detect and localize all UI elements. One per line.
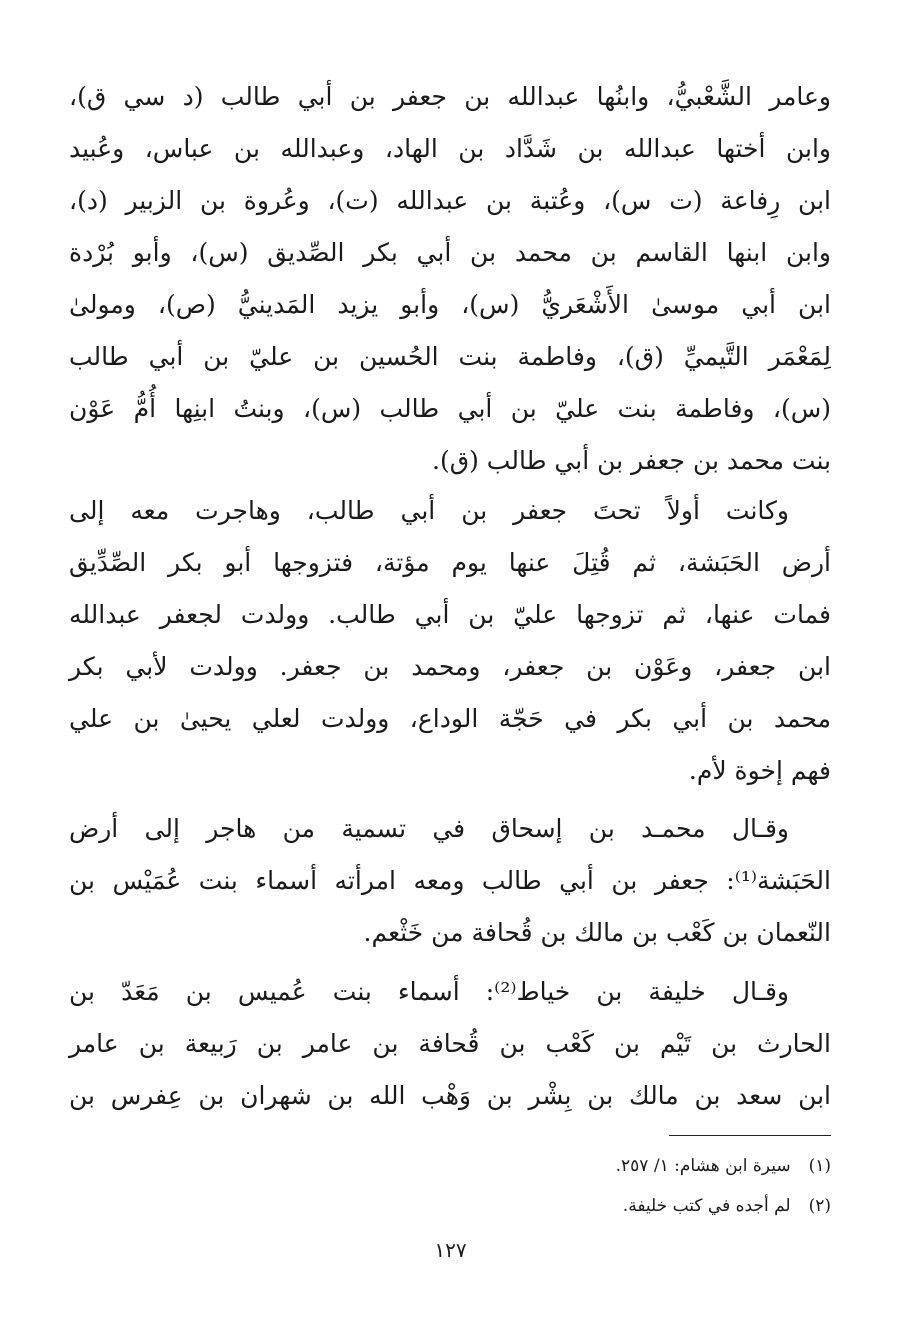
- footnote-divider: [669, 1135, 831, 1136]
- footnote-1: [69, 1153, 831, 1179]
- text-line: ابن سعد بن مالك بن بِشْر بن وَهْب الله بن شهران بن عِفرس بن: [69, 1081, 831, 1110]
- text-line: وابن أختها عبدالله بن شَدَّاد بن الهاد، وعبدالله بن عباس، وعُبيد: [69, 134, 831, 163]
- paragraph-4: [69, 966, 831, 1122]
- text-line: لِمَعْمَر التَّيميِّ (ق)، وفاطمة بنت الحُسين بن عليّ بن أبي طالب: [69, 342, 831, 371]
- footnote-number: (٢): [808, 1196, 831, 1216]
- text-line: بنت محمد بن جعفر بن أبي طالب (ق).: [432, 446, 831, 475]
- text-line: ابن أبي موسىٰ الأَشْعَريُّ (س)، وأبو يزيد المَدينيُّ (ص)، ومولىٰ: [69, 290, 831, 319]
- page-number: ١٢٧: [434, 1238, 467, 1262]
- text-line: وعامر الشَّعْبيُّ، وابنُها عبدالله بن جعفر بن أبي طالب (د سي ق)،: [69, 82, 831, 111]
- paragraph-1: [69, 71, 831, 487]
- text-line: فهم إخوة لأم.: [688, 756, 831, 785]
- text-line: ابن جعفر، وعَوْن بن جعفر، ومحمد بن جعفر. وولدت لأبي بكر: [69, 652, 831, 681]
- text-line: ابن رِفاعة (ت س)، وعُتبة بن عبدالله (ت)، وعُروة بن الزبير (د)،: [69, 186, 831, 215]
- text-line: أرض الحَبَشة، ثم قُتِلَ عنها يوم مؤتة، فتزوجها أبو بكر الصِّدِّيق: [69, 548, 831, 577]
- footnote-number: (١): [808, 1156, 831, 1176]
- text-line: (س)، وفاطمة بنت عليّ بن أبي طالب (س)، وبنتُ ابنِها أُمُّ عَوْن: [69, 394, 831, 423]
- text-line: وابن ابنها القاسم بن محمد بن أبي بكر الصِّديق (س)، وأبو بُرْدة: [69, 238, 831, 267]
- paragraph-3: [69, 803, 831, 959]
- footnote-text: لم أجده في كتب خليفة.: [622, 1196, 791, 1216]
- text-line: الحَبَشة⁽¹⁾: جعفر بن أبي طالب ومعه امرأته أسماء بنت عُمَيْس بن: [69, 866, 831, 895]
- text-line: النّعمان بن كَعْب بن مالك بن قُحافة من خَثْعم.: [363, 918, 831, 947]
- text-line: فمات عنها، ثم تزوجها عليّ بن أبي طالب. وولدت لجعفر عبدالله: [69, 600, 831, 629]
- text-line: وكانت أولاً تحتَ جعفر بن أبي طالب، وهاجرت معه إلى: [69, 496, 789, 525]
- text-line: وقـال خليفة بن خياط⁽²⁾: أسماء بنت عُميس بن مَعَدّ بن: [69, 977, 789, 1006]
- text-line: محمد بن أبي بكر في حَجّة الوداع، وولدت لعلي يحيىٰ بن علي: [69, 704, 831, 733]
- text-line: الحارث بن تَيْم بن كَعْب بن قُحافة بن عامر بن رَبيعة بن عامر: [69, 1029, 831, 1058]
- text-line: وقـال محمـد بن إسحاق في تسمية من هاجر إلى أرض: [69, 814, 789, 843]
- footnote-2: [69, 1193, 831, 1219]
- footnote-text: سيرة ابن هشام: ١/ ٢٥٧.: [615, 1156, 791, 1176]
- paragraph-2: [69, 485, 831, 797]
